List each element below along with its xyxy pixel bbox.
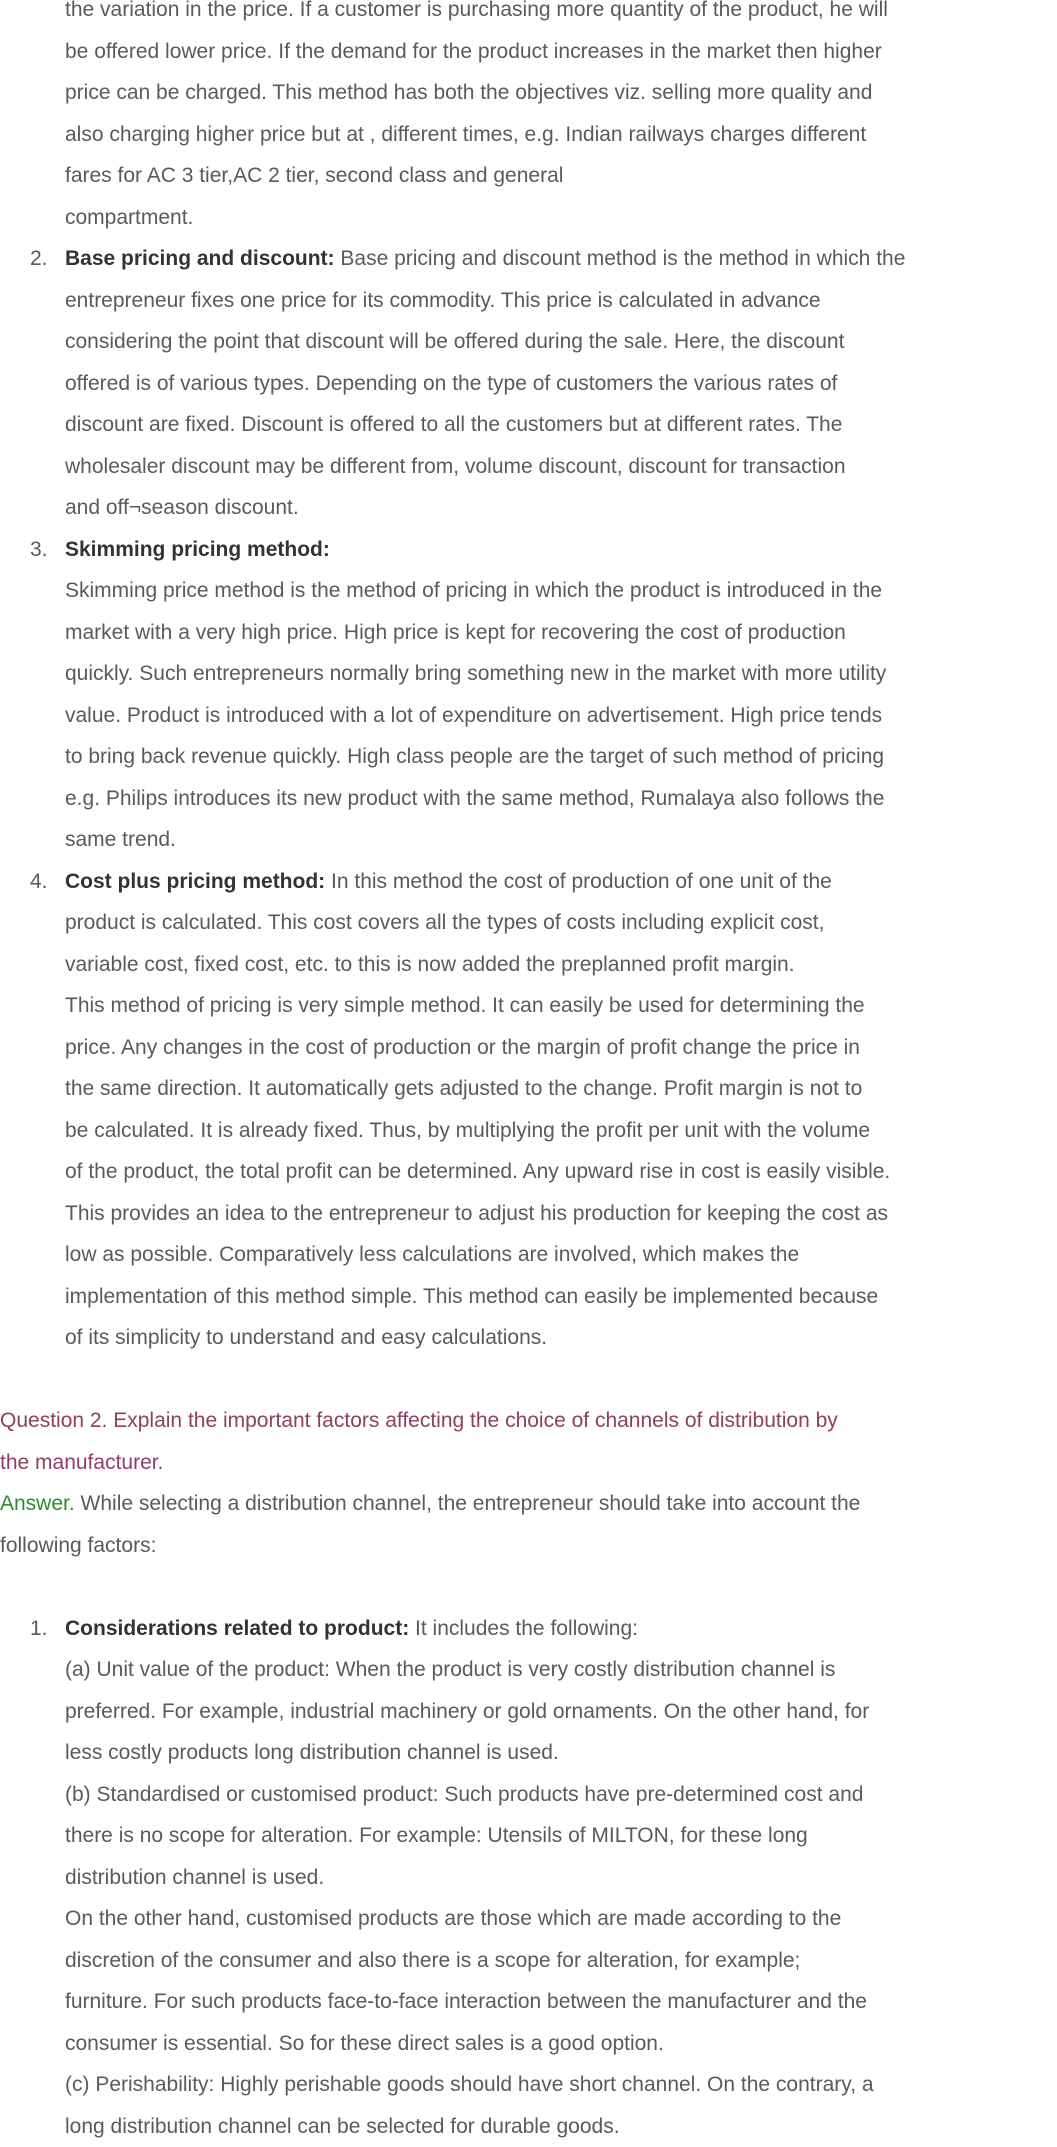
text-line: (a) Unit value of the product: When the product is very costly distribution channel is (65, 1658, 836, 1681)
text-line: This provides an idea to the entrepreneur to adjust his production for keeping the cost as (65, 1201, 888, 1225)
text-line: product is calculated. This cost covers all the types of costs including explicit cost, (65, 911, 825, 934)
text-line: low as possible. Comparatively less calculations are involved, which makes the (65, 1243, 800, 1266)
text-span: In this method the cost of production of one unit of the (325, 869, 832, 893)
text-line: less costly products long distribution channel is used. (65, 1741, 559, 1764)
text-line: wholesaler discount may be different from, volume discount, discount for transaction (65, 454, 846, 478)
text-line: furniture. For such products face-to-face interaction between the manufacturer and the (65, 1990, 867, 2013)
text-line: (c) Perishability: Highly perishable goods should have short channel. On the contrary, a (65, 2073, 874, 2096)
text-line: value. Product is introduced with a lot of expenditure on advertisement. High price tends (65, 703, 883, 727)
text-line (0, 861, 1057, 903)
text-line: the same direction. It automatically gets adjusted to the change. Profit margin is not to (65, 1077, 863, 1100)
question-heading: Question 2. Explain the important factors affecting the choice of channels of distribution by (0, 1409, 838, 1432)
list-item-title: Base pricing and discount: (65, 247, 335, 270)
list-number: 4. (30, 869, 48, 893)
text-span: Base pricing and discount method is the method in which the (334, 247, 906, 270)
text-line: of its simplicity to understand and easy calculations. (65, 1326, 548, 1349)
text-line (0, 529, 1057, 571)
answer-label: Answer. (0, 1492, 75, 1515)
text-line: compartment. (65, 205, 194, 229)
text-line: quickly. Such entrepreneurs normally bring something new in the market with more utility (65, 662, 887, 685)
text-span: While selecting a distribution channel, the entrepreneur should take into account the (74, 1492, 861, 1515)
text-line: same trend. (65, 828, 176, 851)
text-line: considering the point that discount will be offered during the sale. Here, the discount (65, 330, 845, 353)
list-item (0, 1608, 1057, 2147)
text-line: variable cost, fixed cost, etc. to this is now added the preplanned profit margin. (65, 952, 795, 976)
text-line: also charging higher price but at , different times, e.g. Indian railways charges different (65, 122, 867, 146)
text-line: discount are fixed. Discount is offered to all the customers but at different rates. The (65, 413, 843, 436)
text-line: (b) Standardised or customised product: Such products have pre-determined cost and (65, 1782, 864, 1806)
text-line: be offered lower price. If the demand for the product increases in the market then higher (65, 39, 882, 63)
text-line: offered is of various types. Depending on the type of customers the various rates of (65, 371, 838, 395)
text-line: market with a very high price. High price is kept for recovering the cost of production (65, 620, 846, 644)
text-line: distribution channel is used. (65, 1865, 325, 1889)
answer-line: following factors: (0, 1533, 157, 1557)
blank-line (0, 1359, 1057, 1401)
text-line: Skimming price method is the method of pricing in which the product is introduced in the (65, 579, 883, 602)
text-line: of the product, the total profit can be determined. Any upward rise in cost is easily visible. (65, 1160, 891, 1183)
text-line: to bring back revenue quickly. High class people are the target of such method of pricing (65, 745, 885, 768)
list-item-title: Considerations related to product: (65, 1616, 410, 1640)
text-line: This method of pricing is very simple method. It can easily be used for determining the (65, 994, 865, 1017)
list-item (0, 861, 1057, 1359)
text-line: long distribution channel can be selected for durable goods. (65, 2114, 620, 2138)
text-line: the variation in the price. If a customer is purchasing more quantity of the product, he will (65, 0, 888, 21)
text-line: e.g. Philips introduces its new product with the same method, Rumalaya also follows the (65, 786, 885, 810)
text-line (0, 1608, 1057, 1650)
blank-line (0, 1566, 1057, 1608)
text-line: implementation of this method simple. This method can easily be implemented because (65, 1284, 879, 1308)
list-number: 3. (30, 537, 48, 561)
text-line: price. Any changes in the cost of production or the margin of profit change the price in (65, 1035, 860, 1059)
text-line (0, 238, 1057, 280)
text-line: and off¬season discount. (65, 496, 299, 519)
text-line: entrepreneur fixes one price for its commodity. This price is calculated in advance (65, 288, 821, 312)
list-item (0, 238, 1057, 529)
text-line: consumer is essential. So for these direct sales is a good option. (65, 2031, 664, 2055)
answer-line (0, 1483, 1057, 1525)
text-span: It includes the following: (409, 1616, 638, 1640)
text-line: On the other hand, customised products are those which are made according to the (65, 1907, 842, 1930)
text-line: be calculated. It is already fixed. Thus, by multiplying the profit per unit with the volume (65, 1118, 871, 1142)
list-item-title: Skimming pricing method: (65, 537, 330, 561)
list-item-title: Cost plus pricing method: (65, 869, 326, 893)
question-heading: the manufacturer. (0, 1450, 164, 1474)
text-line: price can be charged. This method has both the objectives viz. selling more quality and (65, 81, 873, 104)
list-number: 1. (30, 1616, 48, 1640)
text-line: preferred. For example, industrial machinery or gold ornaments. On the other hand, for (65, 1699, 870, 1723)
list-item (0, 529, 1057, 861)
text-line: fares for AC 3 tier,AC 2 tier, second class and general (65, 164, 564, 187)
text-line: discretion of the consumer and also there is a scope for alteration, for example; (65, 1948, 801, 1972)
list-number: 2. (30, 247, 48, 270)
text-line: there is no scope for alteration. For example: Utensils of MILTON, for these long (65, 1824, 808, 1847)
